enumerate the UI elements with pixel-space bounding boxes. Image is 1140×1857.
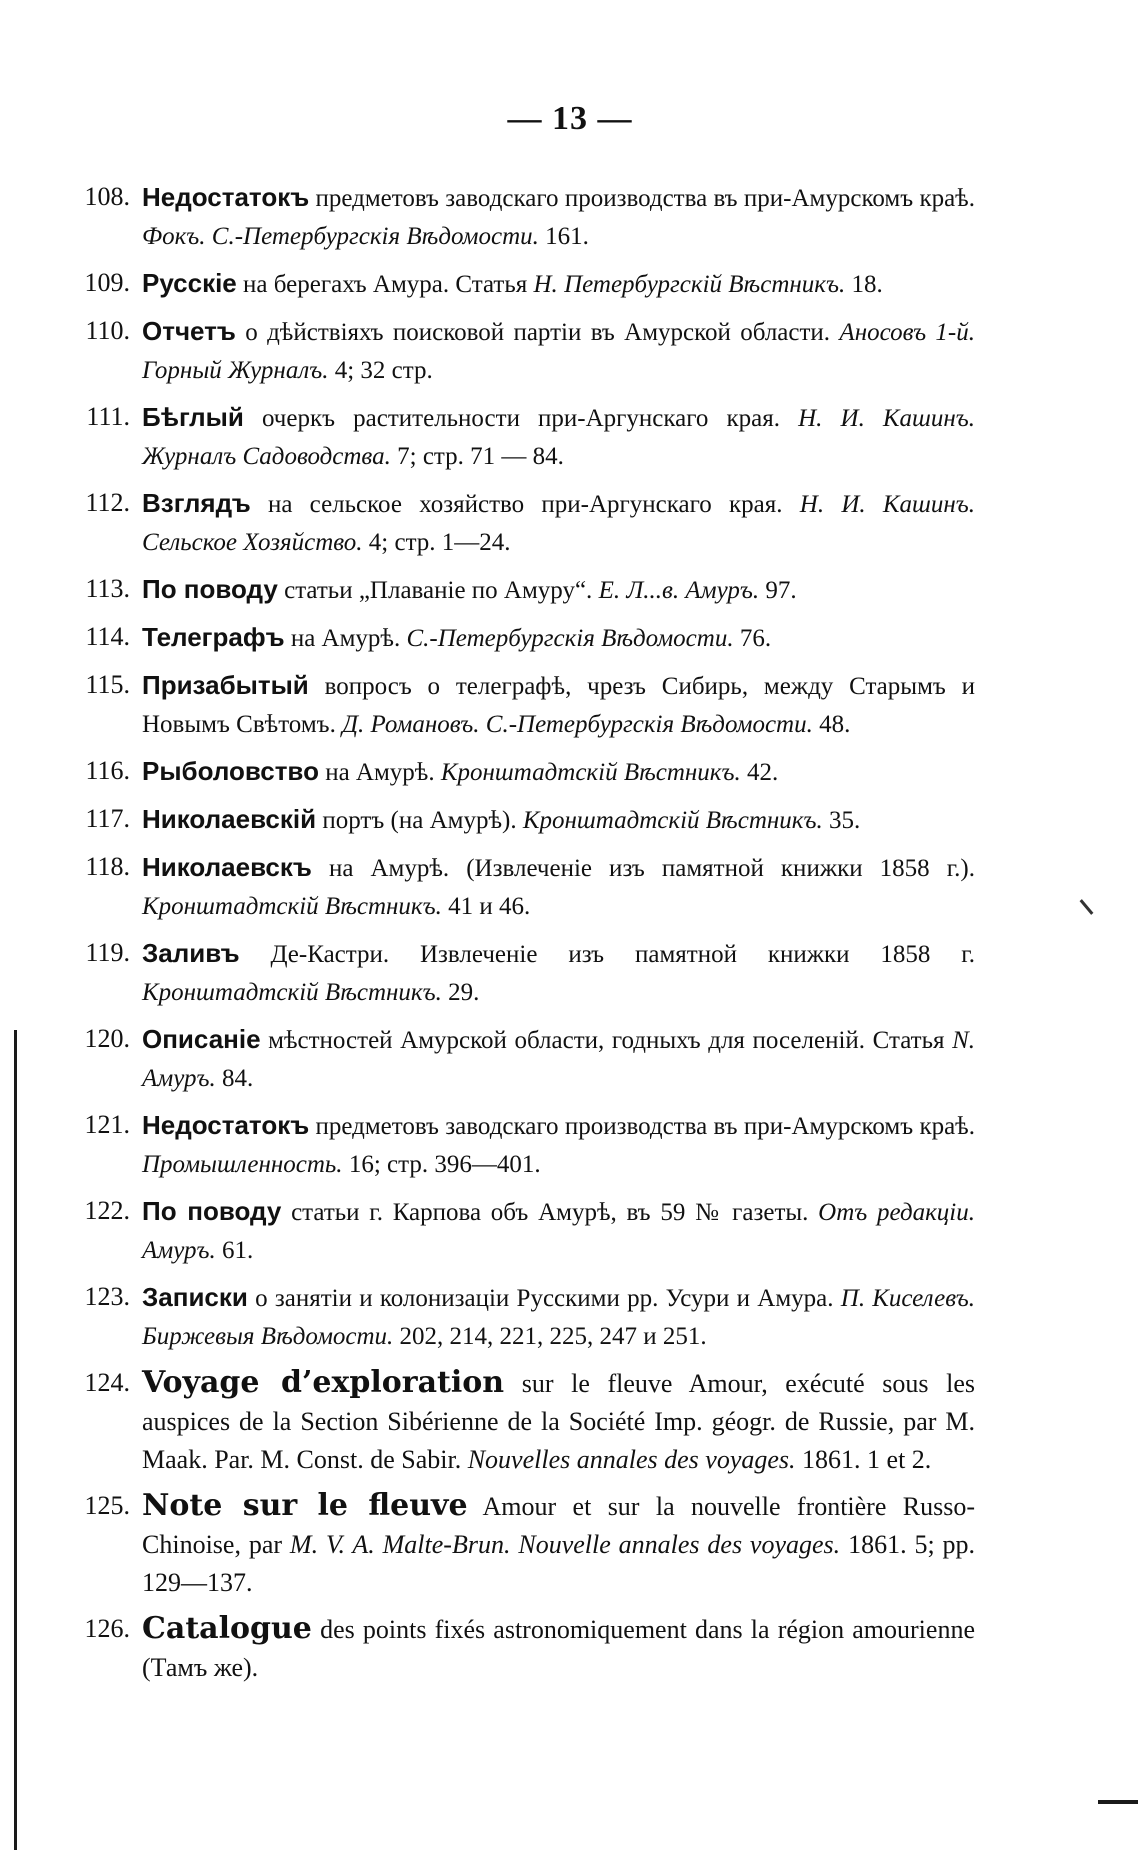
entry-source: Амуръ. (142, 1065, 216, 1092)
entry-tail: 35. (828, 807, 861, 834)
entry-number: 123. (84, 1282, 130, 1311)
entry-source: Кронштадтскій Вѣстникъ. (522, 807, 823, 834)
entry-author: M. V. A. Malte-Brun. (289, 1530, 511, 1559)
entry-text (142, 1192, 975, 1270)
page-number: — 13 — (507, 100, 633, 137)
list-item (60, 752, 975, 792)
entry-number: 122. (84, 1196, 130, 1225)
list-item (60, 1610, 975, 1687)
list-item (60, 618, 975, 658)
entry-tail: 97. (765, 577, 797, 604)
list-item (60, 570, 975, 610)
list-item (60, 1020, 975, 1098)
entry-body: предметовъ заводскаго производства въ при-Амурскомъ краѣ. (315, 185, 976, 212)
entry-heading: Телеграфъ (142, 622, 285, 652)
entry-source: Амуръ. (685, 577, 760, 604)
entry-source: Кронштадтскій Вѣстникъ. (440, 759, 741, 786)
list-item (60, 312, 975, 390)
entry-tail: 76. (739, 625, 772, 652)
entry-heading: Рыболовство (142, 756, 319, 786)
entry-heading: Записки (142, 1282, 248, 1312)
entry-tail: 4; стр. 1—24. (368, 529, 511, 556)
entry-text (142, 618, 975, 658)
entry-heading: Николаевскъ (142, 852, 312, 882)
entry-number: 109. (84, 268, 130, 297)
list-item (60, 1487, 975, 1602)
entry-tail: 161. (545, 223, 589, 250)
entry-text (142, 666, 975, 744)
list-item (60, 484, 975, 562)
entry-text (142, 800, 975, 840)
entry-tail: 1861. 1 et 2. (802, 1445, 932, 1474)
entry-tail: 1861. 5; pp. 129—137. (142, 1530, 976, 1597)
entry-source: С.-Петербургскія Вѣдомости. (485, 711, 813, 738)
entry-body: предметовъ заводскаго производства въ при-Амурскомъ краѣ. (315, 1113, 976, 1140)
entry-text (142, 178, 975, 256)
entry-tail: 84. (221, 1065, 254, 1092)
entry-text (142, 1610, 975, 1687)
entry-heading: Бѣглый (142, 402, 244, 432)
entry-author: Н. И. Кашинъ. (798, 405, 976, 432)
entry-heading: Отчетъ (142, 316, 236, 346)
entry-source: Биржевыя Вѣдомости. (142, 1323, 394, 1350)
entry-tail: 18. (851, 271, 883, 298)
entry-source: Кронштадтскій Вѣстникъ. (142, 893, 442, 920)
entry-heading: Недостатокъ (142, 182, 310, 212)
entry-tail: 29. (448, 979, 480, 1006)
list-item (60, 264, 975, 304)
entry-body: статьи „Плаваніе по Амуру“. (284, 577, 593, 604)
entry-tail: 4; 32 стр. (334, 357, 433, 384)
entry-number: 117. (85, 804, 130, 833)
bottom-margin-mark (1098, 1800, 1138, 1804)
entry-body: о занятіи и колонизаціи Русскими рр. Усури и Амура. (255, 1285, 834, 1312)
entry-source: Сельское Хозяйство. (142, 529, 363, 556)
entry-number: 116. (85, 756, 130, 785)
entry-source: С.-Петербургскія Вѣдомости. (406, 625, 734, 652)
entry-text (142, 1364, 975, 1479)
entry-number: 124. (84, 1368, 130, 1397)
entry-text (142, 312, 975, 390)
entry-body: на Амурѣ. (Извлеченіе изъ памятной книжки 1858 г.). (328, 855, 975, 882)
entry-heading: Русскіе (142, 268, 237, 298)
entry-body: мѣстностей Амурской области, годныхъ для поселеній. Статья (268, 1027, 945, 1054)
entry-author: П. Киселевъ. (840, 1285, 976, 1312)
entry-number: 115. (85, 670, 130, 699)
entry-body: статьи г. Карпова объ Амурѣ, въ 59 № газеты. (291, 1199, 809, 1226)
entry-tail: 48. (819, 711, 851, 738)
entry-heading: Note sur le fleuve (142, 1488, 468, 1523)
entry-number: 111. (86, 402, 130, 431)
list-item (60, 1278, 975, 1356)
entry-author: Е. Л...в. (598, 577, 680, 604)
entry-heading: Описаніе (142, 1024, 261, 1054)
list-item (60, 666, 975, 744)
entry-body: на берегахъ Амура. Статья (243, 271, 528, 298)
entry-number: 125. (84, 1491, 130, 1520)
entry-tail: 16; стр. 396—401. (348, 1151, 541, 1178)
entry-body: Amour et sur la nouvelle frontière Russo-Chinoise, par (142, 1492, 975, 1559)
entry-author: N. (952, 1027, 976, 1054)
entry-text (142, 848, 975, 926)
entry-heading: Заливъ (142, 938, 240, 968)
entry-tail: 202, 214, 221, 225, 247 и 251. (399, 1323, 707, 1350)
margin-mark (1080, 899, 1094, 915)
entry-body: о дѣйствіяхъ поисковой партіи въ Амурской области. (245, 319, 831, 346)
entry-tail: 41 и 46. (448, 893, 531, 920)
entry-text (142, 1020, 975, 1098)
entry-source: Промышленность. (142, 1151, 343, 1178)
left-margin-rule (14, 1030, 17, 1850)
entry-body: на Амурѣ. (290, 625, 401, 652)
entry-author: Фокъ. (142, 223, 206, 250)
entry-number: 121. (84, 1110, 130, 1139)
entry-heading: Николаевскій (142, 804, 317, 834)
entry-tail: 42. (746, 759, 779, 786)
list-item (60, 848, 975, 926)
entry-body: sur le fleuve Amour, exécuté sous les auspices de la Section Sibérienne de la Société Imp. géogr. de Russie, par M. Maak. Par. M. Const. de Sabir. (142, 1369, 976, 1474)
entry-author: Н. И. Кашинъ. (799, 491, 976, 518)
entry-source: Nouvelle annales des voyages. (518, 1530, 841, 1559)
entry-text (142, 1106, 975, 1184)
entry-body: des points fixés astronomiquement dans la région amourienne (Тамъ же). (142, 1615, 975, 1682)
entry-heading: Недостатокъ (142, 1110, 310, 1140)
entry-source: С.-Петербургскія Вѣдомости. (211, 223, 539, 250)
entry-author: Д. Романовъ. (342, 711, 480, 738)
list-item (60, 934, 975, 1012)
entry-number: 108. (84, 182, 130, 211)
list-item (60, 1192, 975, 1270)
entry-heading: Catalogue (142, 1611, 312, 1646)
entry-source: Журналъ Садоводства. (142, 443, 391, 470)
entry-heading: Voyage d’exploration (142, 1365, 505, 1400)
entry-body: очеркъ растительности при-Аргунскаго края. (261, 405, 780, 432)
entry-source: Отъ редакціи. Амуръ. (142, 1199, 975, 1264)
entry-number: 110. (85, 316, 130, 345)
entry-tail: 61. (221, 1237, 254, 1264)
entry-source: Кронштадтскій Вѣстникъ. (142, 979, 442, 1006)
entry-text (142, 1278, 975, 1356)
entry-text (142, 264, 975, 304)
list-item (60, 1106, 975, 1184)
entry-body: вопросъ о телеграфѣ, чрезъ Сибирь, между Старымъ и Новымъ Свѣтомъ. (142, 673, 975, 738)
entry-heading: Взглядъ (142, 488, 251, 518)
entry-heading: По поводу (142, 574, 278, 604)
entry-number: 118. (85, 852, 130, 881)
entry-text (142, 398, 975, 476)
list-item (60, 398, 975, 476)
list-item (60, 178, 975, 256)
entry-number: 126. (84, 1614, 130, 1643)
list-item (60, 1364, 975, 1479)
entry-author: Н. (533, 271, 558, 298)
entry-text (142, 570, 975, 610)
entry-body: на Амурѣ. (325, 759, 435, 786)
entry-text (142, 484, 975, 562)
entry-text (142, 752, 975, 792)
entry-author: Аносовъ 1-й. (839, 319, 975, 346)
entry-number: 114. (85, 622, 130, 651)
entry-body: Де-Кастри. Извлеченіе изъ памятной книжки 1858 г. (270, 941, 975, 968)
entry-body: портъ (на Амурѣ). (322, 807, 517, 834)
entry-text (142, 934, 975, 1012)
entry-number: 112. (85, 488, 130, 517)
entry-source: Петербургскій Вѣстникъ. (564, 271, 846, 298)
entry-text (142, 1487, 975, 1602)
entry-source: Горный Журналъ. (142, 357, 329, 384)
entry-heading: По поводу (142, 1196, 282, 1226)
bibliography-list (60, 178, 975, 1695)
entry-heading: Призабытый (142, 670, 309, 700)
entry-number: 119. (85, 938, 130, 967)
entry-body: на сельское хозяйство при-Аргунскаго края. (267, 491, 783, 518)
entry-number: 113. (85, 574, 130, 603)
list-item (60, 800, 975, 840)
entry-number: 120. (84, 1024, 130, 1053)
entry-source: Nouvelles annales des voyages. (467, 1445, 796, 1474)
entry-tail: 7; стр. 71 — 84. (397, 443, 564, 470)
